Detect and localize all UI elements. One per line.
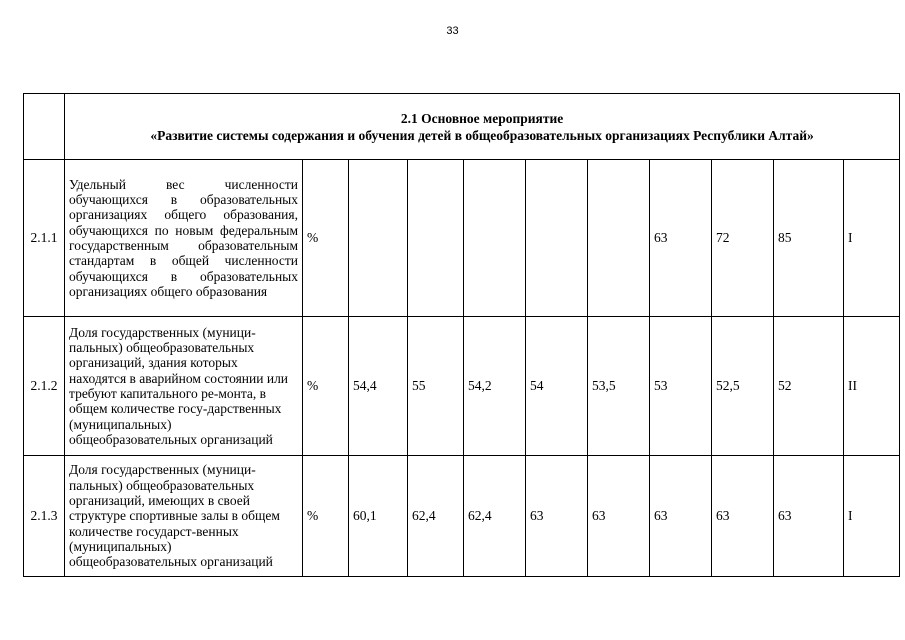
value-cell [349, 160, 408, 317]
value-cell: 60,1 [349, 456, 408, 577]
indicator-description: Доля государственных (муници-пальных) общеобразовательных организаций, здания которых находятся в аварийном состоянии или требуют капитального ре-монта, в общем количестве госу-дарственных (муниципальных) общеобразовательных организаций [65, 317, 303, 456]
indicators-table [23, 93, 900, 577]
section-title-line2: «Развитие системы содержания и обучения детей в общеобразовательных организациях Республики Алтай» [150, 127, 814, 143]
indicator-unit: % [303, 456, 349, 577]
value-cell [408, 160, 464, 317]
indicator-description: Удельный вес численности обучающихся в образовательных организациях общего образования, обучающихся по новым федеральным государственным образовательным стандартам в общей численности обучающихся в образовательных организациях общего образования [65, 160, 303, 317]
table-row [24, 160, 900, 317]
category-cell: I [844, 456, 900, 577]
value-cell [526, 160, 588, 317]
page-number: 33 [446, 25, 459, 37]
indicator-code: 2.1.3 [24, 456, 65, 577]
indicator-unit: % [303, 160, 349, 317]
value-cell: 53,5 [588, 317, 650, 456]
value-cell: 63 [650, 456, 712, 577]
indicator-description: Доля государственных (муници-пальных) общеобразовательных организаций, имеющих в своей структуре спортивные залы в общем количестве государст-венных (муниципальных) общеобразовательных организаций [65, 456, 303, 577]
value-cell: 63 [712, 456, 774, 577]
value-cell: 62,4 [408, 456, 464, 577]
value-cell: 54,4 [349, 317, 408, 456]
value-cell: 63 [774, 456, 844, 577]
value-cell: 52,5 [712, 317, 774, 456]
value-cell: 63 [588, 456, 650, 577]
table-row [24, 456, 900, 577]
section-title-line1: 2.1 Основное мероприятие [400, 110, 564, 126]
section-header [65, 94, 900, 160]
indicator-code: 2.1.1 [24, 160, 65, 317]
value-cell: 63 [526, 456, 588, 577]
value-cell: 54 [526, 317, 588, 456]
value-cell: 55 [408, 317, 464, 456]
indicator-code: 2.1.2 [24, 317, 65, 456]
value-cell: 52 [774, 317, 844, 456]
value-cell: 72 [712, 160, 774, 317]
value-cell [464, 160, 526, 317]
category-cell: I [844, 160, 900, 317]
value-cell: 62,4 [464, 456, 526, 577]
value-cell: 63 [650, 160, 712, 317]
table-row [24, 317, 900, 456]
section-header-row [24, 94, 900, 160]
indicator-unit: % [303, 317, 349, 456]
value-cell: 54,2 [464, 317, 526, 456]
value-cell: 85 [774, 160, 844, 317]
category-cell: II [844, 317, 900, 456]
value-cell: 53 [650, 317, 712, 456]
value-cell [588, 160, 650, 317]
section-header-blank-cell [24, 94, 65, 160]
